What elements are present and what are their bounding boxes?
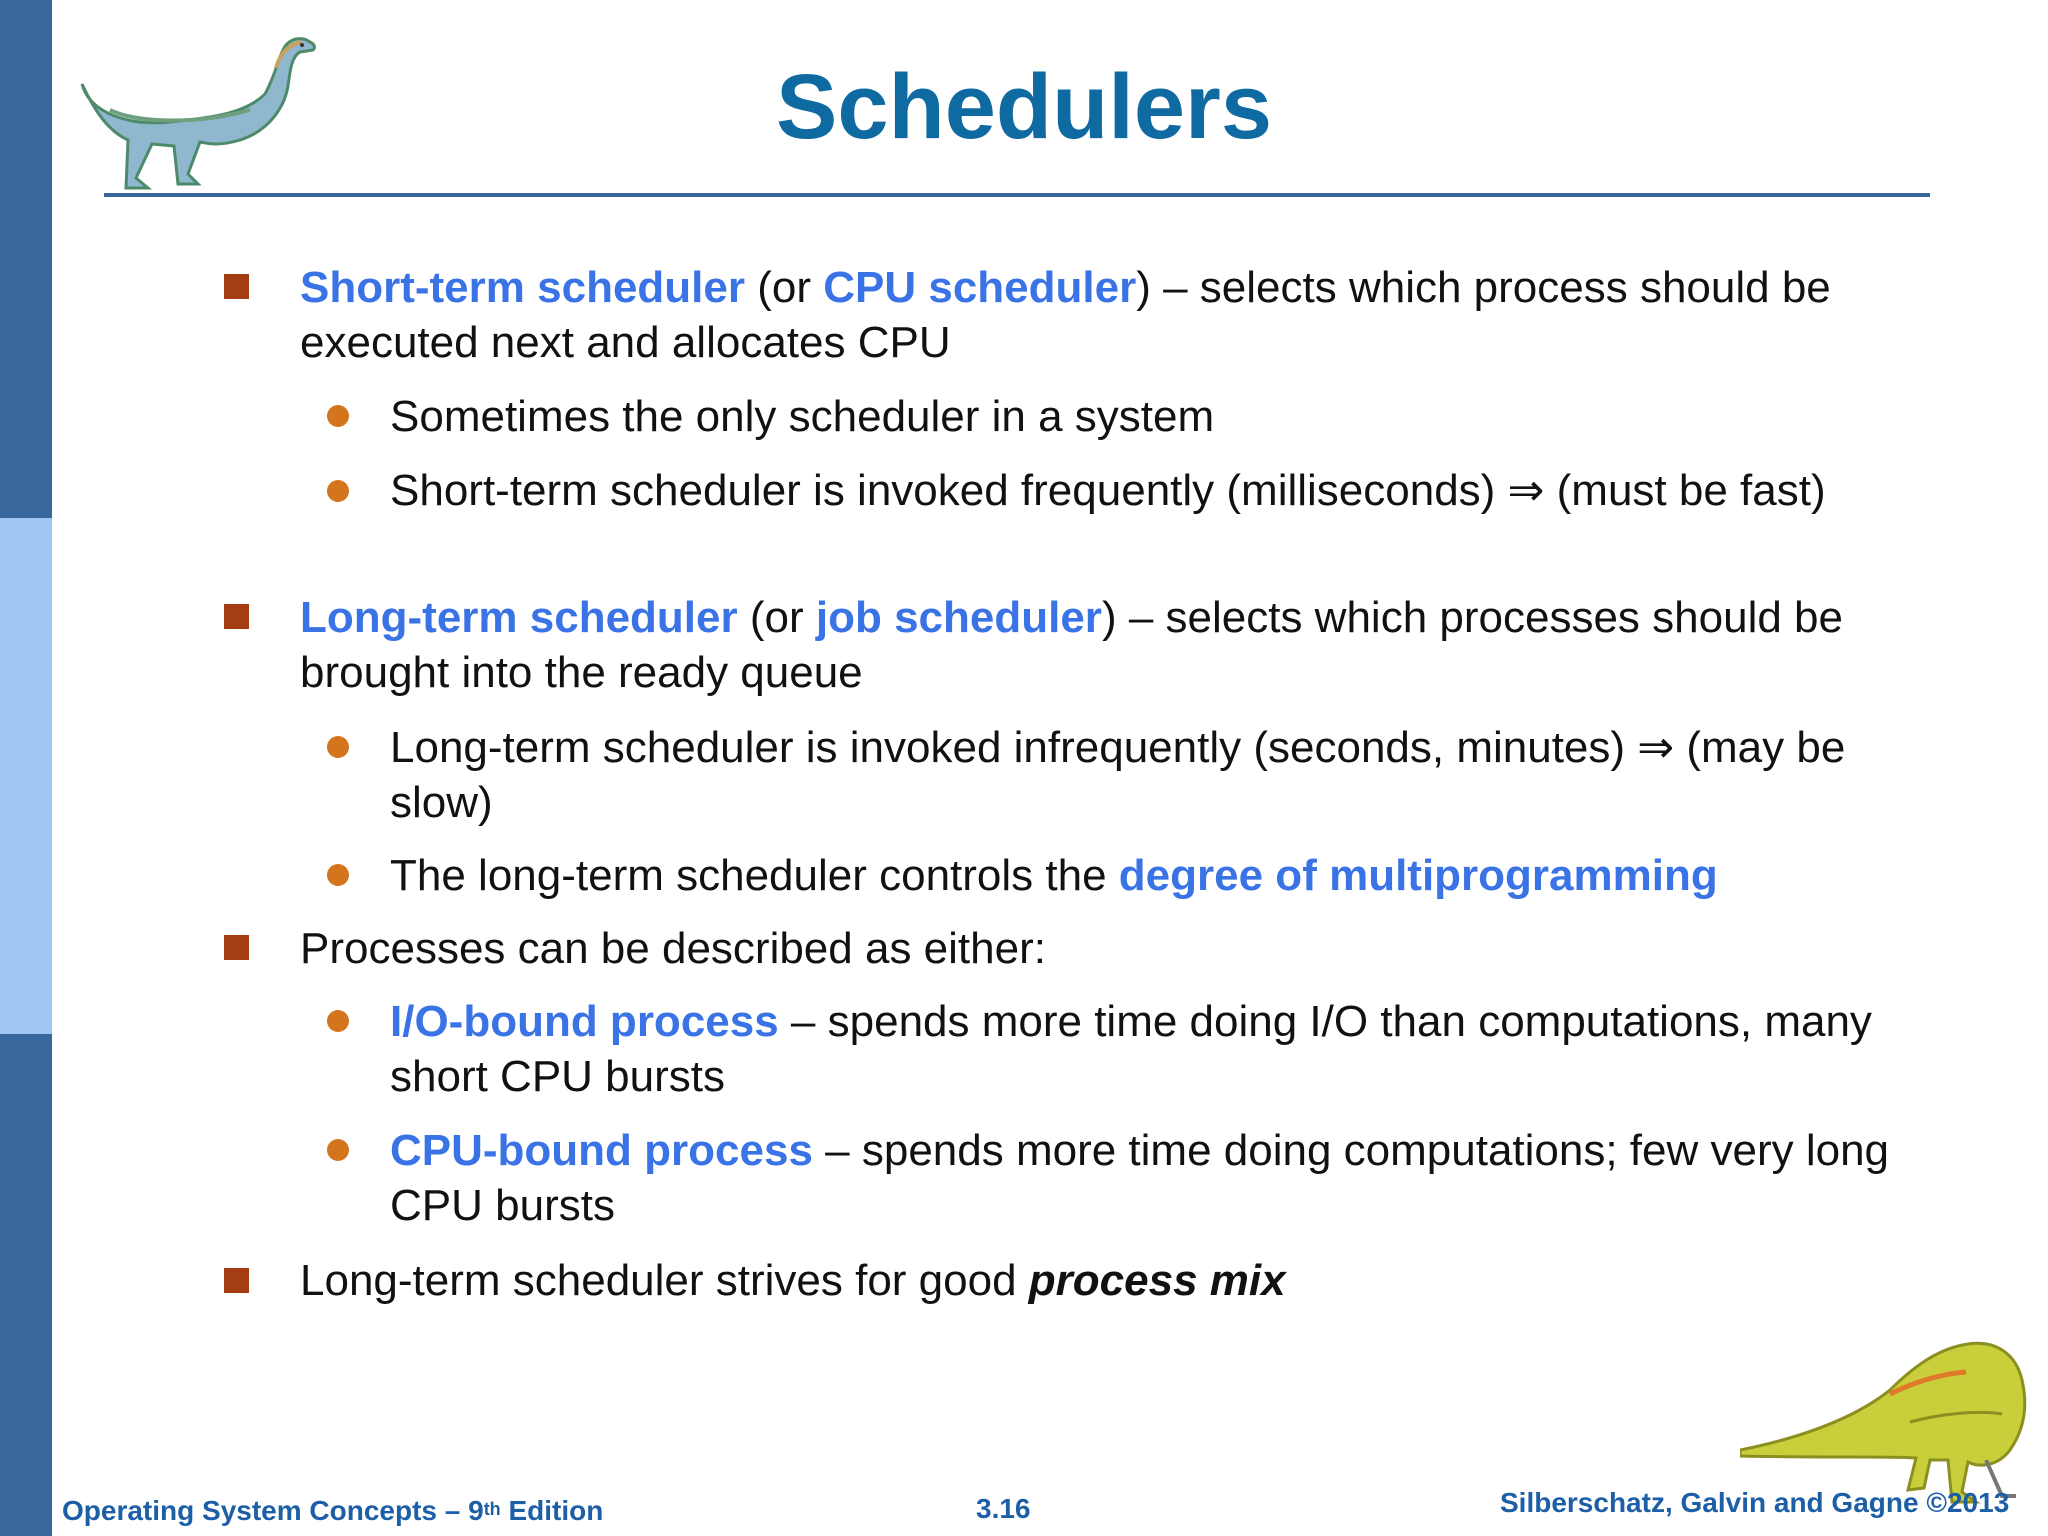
- bullet-processes-described: Processes can be described as either:: [300, 924, 1046, 973]
- round-bullet-icon: [327, 1010, 349, 1032]
- term-process-mix: process mix: [1028, 1256, 1286, 1305]
- sub-bullet-invoked-infrequently: Long-term scheduler is invoked infrequently (seconds, minutes) ⇒ (may be slow): [390, 723, 1846, 827]
- square-bullet-icon: [224, 274, 249, 299]
- term-cpu-bound-process: CPU-bound process: [390, 1126, 813, 1175]
- page-title: Schedulers: [776, 56, 1272, 158]
- term-long-term-scheduler: Long-term scheduler: [300, 593, 738, 642]
- term-cpu-scheduler: CPU scheduler: [823, 263, 1137, 312]
- term-job-scheduler: job scheduler: [815, 593, 1102, 642]
- sub-bullet-degree-multiprogramming: The long-term scheduler controls the degree of multiprogramming: [390, 851, 1718, 900]
- sub-bullet-cpu-bound: CPU-bound process – spends more time doing computations; few very long CPU bursts: [390, 1126, 1890, 1230]
- bullet-process-mix: Long-term scheduler strives for good process mix: [300, 1256, 1286, 1305]
- term-io-bound-process: I/O-bound process: [390, 997, 779, 1046]
- square-bullet-icon: [224, 604, 249, 629]
- round-bullet-icon: [327, 736, 349, 758]
- square-bullet-icon: [224, 1268, 249, 1293]
- round-bullet-icon: [327, 1139, 349, 1161]
- round-bullet-icon: [327, 405, 349, 427]
- term-degree-of-multiprogramming: degree of multiprogramming: [1118, 851, 1718, 900]
- sub-bullet-invoked-frequently: Short-term scheduler is invoked frequently (milliseconds) ⇒ (must be fast): [390, 466, 1826, 515]
- footer-book-title: Operating System Concepts – 9th Edition: [62, 1495, 604, 1526]
- bullet-long-term-scheduler: Long-term scheduler (or job scheduler) – selects which processes should be brought into the ready queue: [300, 593, 1843, 697]
- footer-authors: Silberschatz, Galvin and Gagne ©2013: [1500, 1487, 2010, 1518]
- term-short-term-scheduler: Short-term scheduler: [300, 263, 745, 312]
- sub-bullet-only-scheduler: Sometimes the only scheduler in a system: [390, 392, 1215, 441]
- round-bullet-icon: [327, 480, 349, 502]
- round-bullet-icon: [327, 864, 349, 886]
- sub-bullet-io-bound: I/O-bound process – spends more time doing I/O than computations, many short CPU bursts: [390, 997, 1872, 1101]
- square-bullet-icon: [224, 935, 249, 960]
- footer-slide-number: 3.16: [976, 1493, 1031, 1524]
- bullet-short-term-scheduler: Short-term scheduler (or CPU scheduler) – selects which process should be executed next and allocates CPU: [300, 263, 1831, 367]
